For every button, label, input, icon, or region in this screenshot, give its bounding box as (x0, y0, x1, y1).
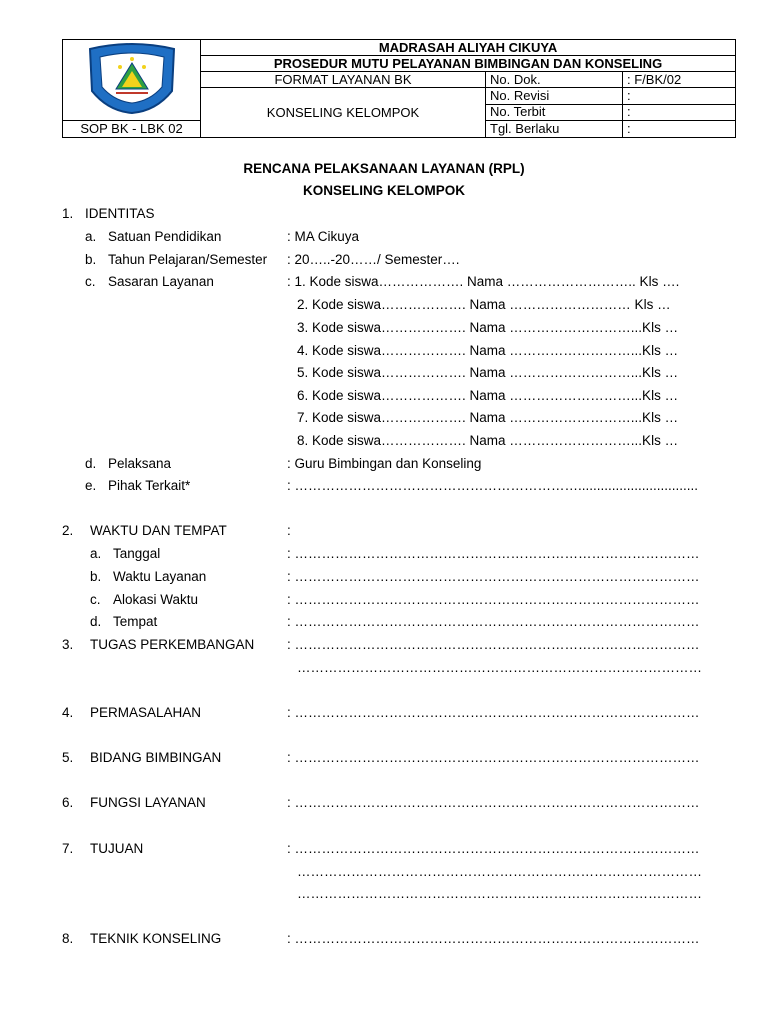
section-7-number: 7. (62, 841, 74, 856)
section-7-value-line-2: ……………………………………………………………………………… (297, 864, 702, 879)
procedure-title: PROSEDUR MUTU PELAYANAN BIMBINGAN DAN KONSELING (201, 56, 736, 72)
section-7-value-line-3: ……………………………………………………………………………… (297, 886, 702, 901)
item-1b-letter: b. (85, 252, 97, 267)
item-2c-label: Alokasi Waktu (113, 592, 199, 607)
section-6-value: : ……………………………………………………………………………… (287, 795, 700, 810)
issue-label: No. Terbit (486, 104, 623, 120)
item-2d-label: Tempat (113, 614, 158, 629)
item-2c-value: : ……………………………………………………………………………… (287, 592, 700, 607)
item-1e-letter: e. (85, 478, 97, 493)
section-7-value: : ……………………………………………………………………………… (287, 841, 700, 856)
section-4-value: : ……………………………………………………………………………… (287, 705, 700, 720)
item-1d-letter: d. (85, 456, 97, 471)
section-5-number: 5. (62, 750, 74, 765)
item-2a-value: : ……………………………………………………………………………… (287, 546, 700, 561)
revision-label: No. Revisi (486, 88, 623, 104)
student-line: 8. Kode siswa………………. Nama ………………………...Kls … (297, 433, 679, 448)
item-2d-letter: d. (90, 614, 102, 629)
section-4-label: PERMASALAHAN (90, 705, 202, 720)
doc-number-label: No. Dok. (486, 72, 623, 88)
item-1a-letter: a. (85, 229, 97, 244)
section-6-number: 6. (62, 795, 74, 810)
section-8-value: : ……………………………………………………………………………… (287, 931, 700, 946)
item-1d-value: : Guru Bimbingan dan Konseling (287, 456, 482, 471)
section-3-value-line-2: ……………………………………………………………………………… (297, 660, 702, 675)
item-1d-label: Pelaksana (108, 456, 172, 471)
doc-number-value: : F/BK/02 (623, 72, 736, 88)
item-1e-value: : ………………………………………………………................................ (287, 478, 699, 493)
item-2b-label: Waktu Layanan (113, 569, 207, 584)
effective-date-label: Tgl. Berlaku (486, 120, 623, 137)
section-3-number: 3. (62, 637, 74, 652)
effective-date-value: : (623, 120, 736, 137)
item-1a-label: Satuan Pendidikan (108, 229, 222, 244)
item-2b-value: : ……………………………………………………………………………… (287, 569, 700, 584)
section-6-label: FUNGSI LAYANAN (90, 795, 206, 810)
item-2d-value: : ……………………………………………………………………………… (287, 614, 700, 629)
section-7-label: TUJUAN (90, 841, 144, 856)
section-4-number: 4. (62, 705, 74, 720)
student-line: : 1. Kode siswa………………. Nama ……………………….. Kls …. (287, 274, 680, 289)
sop-code: SOP BK - LBK 02 (63, 120, 201, 137)
school-logo-icon (86, 41, 178, 115)
service-name: KONSELING KELOMPOK (201, 88, 486, 138)
item-2b-letter: b. (90, 569, 102, 584)
item-1c-letter: c. (85, 274, 96, 289)
section-1-label: IDENTITAS (85, 206, 155, 221)
item-2a-letter: a. (90, 546, 102, 561)
logo-cell (63, 40, 201, 121)
item-2a-label: Tanggal (113, 546, 161, 561)
item-1b-label: Tahun Pelajaran/Semester (108, 252, 268, 267)
revision-value: : (623, 88, 736, 104)
section-2-label: WAKTU DAN TEMPAT (90, 523, 227, 538)
page-subtitle: KONSELING KELOMPOK (302, 183, 465, 198)
student-line: 5. Kode siswa………………. Nama ………………………...Kls … (297, 365, 679, 380)
section-3-label: TUGAS PERKEMBANGAN (90, 637, 255, 652)
issue-value: : (623, 104, 736, 120)
student-line: 4. Kode siswa………………. Nama ………………………...Kls … (297, 343, 679, 358)
section-2-value: : (287, 523, 291, 538)
section-3-value: : ……………………………………………………………………………… (287, 637, 700, 652)
section-2-number: 2. (62, 523, 74, 538)
item-1e-label: Pihak Terkait* (108, 478, 191, 493)
section-5-label: BIDANG BIMBINGAN (90, 750, 222, 765)
item-2c-letter: c. (90, 592, 101, 607)
student-line: 3. Kode siswa………………. Nama ………………………...Kls … (297, 320, 679, 335)
item-1a-value: : MA Cikuya (287, 229, 360, 244)
institution-name: MADRASAH ALIYAH CIKUYA (201, 40, 736, 56)
student-line: 2. Kode siswa………………. Nama ……………………… Kls … (297, 297, 671, 312)
format-label: FORMAT LAYANAN BK (201, 72, 486, 88)
item-1c-label: Sasaran Layanan (108, 274, 214, 289)
document-header (62, 39, 736, 138)
section-1-number: 1. (62, 206, 74, 221)
student-line: 6. Kode siswa………………. Nama ………………………...Kls … (297, 388, 679, 403)
section-8-label: TEKNIK KONSELING (90, 931, 222, 946)
section-8-number: 8. (62, 931, 74, 946)
student-line: 7. Kode siswa………………. Nama ………………………...Kls … (297, 410, 679, 425)
section-5-value: : ……………………………………………………………………………… (287, 750, 700, 765)
page-title: RENCANA PELAKSANAAN LAYANAN (RPL) (243, 161, 525, 176)
item-1b-value: : 20…..-20……/ Semester…. (287, 252, 460, 267)
